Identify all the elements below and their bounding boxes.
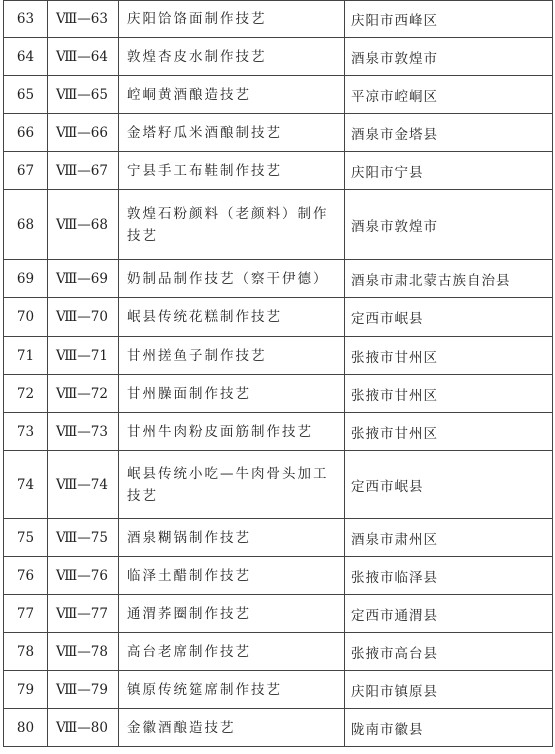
row-number: 74: [4, 451, 48, 519]
row-number: 77: [4, 595, 48, 633]
item-name: 宁县手工布鞋制作技艺: [119, 152, 345, 190]
row-number: 76: [4, 557, 48, 595]
row-number: 63: [4, 1, 48, 38]
item-code: Ⅷ—68: [48, 190, 119, 260]
item-name: 敦煌石粉颜料（老颜料）制作技艺: [119, 190, 345, 260]
item-code: Ⅷ—72: [48, 375, 119, 413]
item-location: 张掖市甘州区: [345, 375, 553, 413]
table-row: [4, 451, 553, 519]
row-number: 70: [4, 298, 48, 337]
table-row: [4, 1, 553, 38]
table-row: [4, 633, 553, 671]
table-row: [4, 595, 553, 633]
item-name: 岷县传统小吃—牛肉骨头加工技艺: [119, 451, 345, 519]
row-number: 75: [4, 519, 48, 557]
item-code: Ⅷ—73: [48, 413, 119, 451]
row-number: 73: [4, 413, 48, 451]
row-number: 68: [4, 190, 48, 260]
item-name: 甘州臊面制作技艺: [119, 375, 345, 413]
item-location: 张掖市甘州区: [345, 413, 553, 451]
row-number: 80: [4, 709, 48, 747]
item-code: Ⅷ—69: [48, 260, 119, 298]
item-code: Ⅷ—80: [48, 709, 119, 747]
item-location: 张掖市临泽县: [345, 557, 553, 595]
row-number: 69: [4, 260, 48, 298]
item-code: Ⅷ—76: [48, 557, 119, 595]
item-location: 酒泉市肃北蒙古族自治县: [345, 260, 553, 298]
row-number: 67: [4, 152, 48, 190]
item-location: 酒泉市肃州区: [345, 519, 553, 557]
item-code: Ⅷ—65: [48, 76, 119, 114]
row-number: 64: [4, 38, 48, 76]
table-row: [4, 375, 553, 413]
table-row: [4, 557, 553, 595]
row-number: 65: [4, 76, 48, 114]
item-location: 平凉市崆峒区: [345, 76, 553, 114]
item-location: 张掖市高台县: [345, 633, 553, 671]
item-location: 酒泉市敦煌市: [345, 190, 553, 260]
item-location: 酒泉市敦煌市: [345, 38, 553, 76]
item-name: 通渭荞圈制作技艺: [119, 595, 345, 633]
table-row: [4, 709, 553, 747]
item-name: 敦煌杏皮水制作技艺: [119, 38, 345, 76]
item-code: Ⅷ—70: [48, 298, 119, 337]
row-number: 71: [4, 337, 48, 375]
item-name: 镇原传统筵席制作技艺: [119, 671, 345, 709]
item-location: 张掖市甘州区: [345, 337, 553, 375]
item-name: 甘州搓鱼子制作技艺: [119, 337, 345, 375]
heritage-table-body: [4, 1, 553, 747]
item-code: Ⅷ—63: [48, 1, 119, 38]
item-code: Ⅷ—75: [48, 519, 119, 557]
table-row: [4, 190, 553, 260]
table-row: [4, 519, 553, 557]
item-name: 庆阳饸饹面制作技艺: [119, 1, 345, 38]
table-row: [4, 114, 553, 152]
item-location: 定西市通渭县: [345, 595, 553, 633]
item-code: Ⅷ—74: [48, 451, 119, 519]
table-row: [4, 671, 553, 709]
heritage-table: [3, 0, 553, 747]
item-location: 庆阳市镇原县: [345, 671, 553, 709]
item-code: Ⅷ—78: [48, 633, 119, 671]
table-row: [4, 337, 553, 375]
item-code: Ⅷ—66: [48, 114, 119, 152]
item-location: 陇南市徽县: [345, 709, 553, 747]
item-name: 奶制品制作技艺（察干伊德）: [119, 260, 345, 298]
row-number: 66: [4, 114, 48, 152]
item-code: Ⅷ—77: [48, 595, 119, 633]
item-code: Ⅷ—71: [48, 337, 119, 375]
item-name: 金塔籽瓜米酒酿制技艺: [119, 114, 345, 152]
item-name: 金徽酒酿造技艺: [119, 709, 345, 747]
item-location: 庆阳市宁县: [345, 152, 553, 190]
item-name: 岷县传统花糕制作技艺: [119, 298, 345, 337]
table-row: [4, 76, 553, 114]
item-code: Ⅷ—67: [48, 152, 119, 190]
item-name: 高台老席制作技艺: [119, 633, 345, 671]
row-number: 79: [4, 671, 48, 709]
table-row: [4, 38, 553, 76]
row-number: 78: [4, 633, 48, 671]
table-row: [4, 152, 553, 190]
table-row: [4, 413, 553, 451]
item-code: Ⅷ—64: [48, 38, 119, 76]
item-code: Ⅷ—79: [48, 671, 119, 709]
item-name: 临泽土醋制作技艺: [119, 557, 345, 595]
item-name: 甘州牛肉粉皮面筋制作技艺: [119, 413, 345, 451]
item-name: 酒泉糊锅制作技艺: [119, 519, 345, 557]
table-row: [4, 298, 553, 337]
item-location: 定西市岷县: [345, 298, 553, 337]
row-number: 72: [4, 375, 48, 413]
item-location: 酒泉市金塔县: [345, 114, 553, 152]
table-row: [4, 260, 553, 298]
item-name: 崆峒黄酒酿造技艺: [119, 76, 345, 114]
item-location: 定西市岷县: [345, 451, 553, 519]
item-location: 庆阳市西峰区: [345, 1, 553, 38]
